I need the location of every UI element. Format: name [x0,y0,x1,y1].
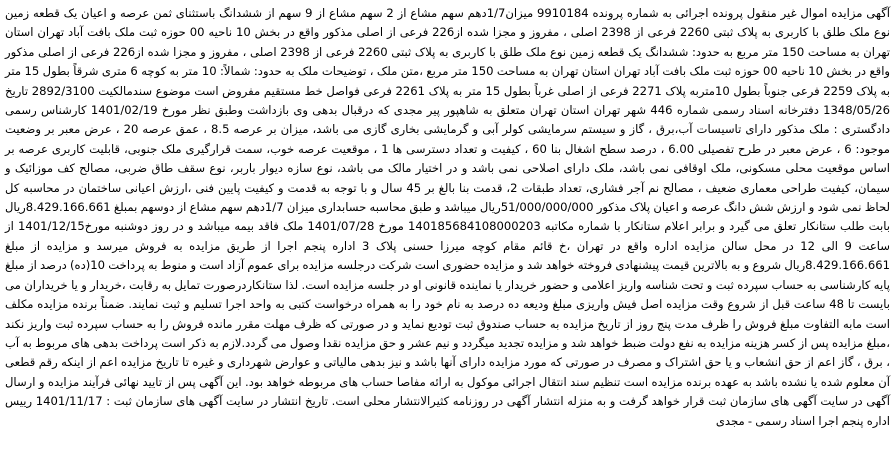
auction-notice-body: آگهی مزایده اموال غیر منقول پرونده اجرائی به شماره پرونده 9910184 میزان1/7دهم سهم مشاع از 2 سهم مشاع از 9 سهم از ششدانگ باستثنای ثمن عرصه و اعیان یک قطعه زمین نوع ملک طلق با کاربری به پلاک ثبتی 2260 فرعی از 2398 اصلی ، مفروز و مجزا شده از226 فرعی از اصلی مذکور واقع در بخش 10 ناحیه 00 حوزه ثبت ملک بافت آباد تهران استان تهران به مساحت 150 متر مربع به حدود: ششدانگ یک قطعه زمین نوع ملک طلق با کاربری به پلاک ثبتی 2260 فرعی از 2398 اصلی ، مفروز و مجزا شده از226 فرعی از اصلی مذکور واقع در بخش 10 ناحیه 00 حوزه ثبت ملک بافت آباد تهران استان تهران به مساحت 150 متر مربع ،متن ملک ، توضیحات ملک به حدود: شمالاً: 10 متر به کوچه 6 متری شرقاً بطول 15 متر به پلاک 2259 فرعی جنوباً بطول 10متربه پلاک 2271 فرعی از اصلی غرباً بطول 15 متر به پلاک 2261 فرعی فواصل خط مستقیم مفروض است موضوع سندمالکیت 2892/3100 تاریخ 1348/05/26 دفترخانه اسناد رسمی شماره 446 شهر تهران استان تهران متعلق به شاهپور پیر مجدی که درقبال بدهی وی بازداشت وطبق نظر مورخ 1401/02/19 کارشناس رسمی دادگستری : ملک مذکور دارای تاسیسات آب،برق ، گاز و سیستم سرمایشی کولر آبی و گرمایشی بخاری گازی می باشد، میزان بر عرصه 8.5 ، عمق عرصه 20 ، عرض معبر بر وضعیت موجود: 6 ، عرض معبر در طرح تفصیلی 6.00 ، درصد سطح اشغال بنا 60 ، کیفیت و تعداد دسترسی ها 1 ، موقعیت عرصه خوب، سمت قرارگیری ملک جنوبی، قابلیت کاربری عرصه بر اساس موقعیت محلی مسکونی، ملک اوقافی نمی باشد، ملک دارای اصلاحی نمی باشد و در اختیار مالک می باشد، نوع سازه دیوار باربر، نوع سقف طاق ضربی، مصالح کف موزائیک و سیمان، کیفیت طراحی معماری ضعیف ، مصالح نم آجر فشاری، تعداد طبقات 2، قدمت بنا بالغ بر 45 سال و با توجه به قدمت و کیفیت پایین فنی ،ارزش اعیانی ساختمان در محاسبه کل لحاظ نمی شود و ارزش شش دانگ عرصه و اعیان پلاک مذکور 51/000/000/000ریال میباشد و طبق محاسبه حسابداری میزان 1/7دهم سهم مشاع از دوسهم بمبلغ 8.429.166.661ریال بابت طلب ستانکار تعلق می گیرد و برابر اعلام ستانکار با شماره مکاتبه 140185684108000203 مورخ 1401/07/28 ملک فاقد بیمه میباشد و در روز دوشنبه مورخ1401/12/15 از ساعت 9 الی 12 در محل سالن مزایده اداره واقع در تهران ،خ قائم مقام کوچه میرزا حسنی پلاک 3 اداره پنجم اجرا از طریق مزایده به فروش میرسد و مزایده از مبلغ 8.429.166.661ریال شروع و به بالاترین قیمت پیشنهادی فروخته خواهد شد و مزایده حضوری است شرکت درجلسه مزایده برای عموم آزاد است و منوط به پرداخت 10(ده) درصد از مبلغ پایه کارشناسی به حساب سپرده ثبت و تحت شناسه واریز اعلامی و حضور خریدار یا نماینده قانونی او در جلسه مزایده است. لذا ستانکاردرصورت تمایل به رقابت ،خریدار و یا خریداران می بایست تا 48 ساعت قبل از شروع وقت مزایده اصل فیش واریزی مبلغ ودیعه ده درصد به نام خود را به همراه درخواست کتبی به واحد اجرا تسلیم و ثبت نمایند. ضمناً برنده مزایده مکلف است مابه التفاوت مبلغ فروش را ظرف مدت پنج روز از تاریخ مزایده به حساب صندوق ثبت تودیع نماید و در صورتی که ظرف مهلت مقرر مانده فروش را به حساب سپرده ثبت واریز نکند ،مبلغ مزایده پس از کسر هزینه مزایده به نفع دولت ضبط خواهد شد و مزایده تجدید میگردد و نیم عشر و حق مزایده نقدا وصول می گردد.لازم به ذکر است پرداخت بدهی های مربوط به آب ، برق ، گاز اعم از حق انشعاب و یا حق اشتراک و مصرف در صورتی که مورد مزایده دارای آنها باشد و نیز بدهی مالیاتی و عوارض شهرداری و غیره تا تاریخ مزایده اعم از اینکه رقم قطعی آن معلوم شده یا نشده باشد به عهده برنده مزایده است تنظیم سند انتقال اجرائی موکول به ارائه مفاصا حساب های مربوطه خواهد بود. این آگهی پس از تایید نهائی فرآیند مزایده و ارسال آگهی در سایت آگهی های سازمان ثبت قرار خواهد گرفت و به منزله انتشار آگهی در روزنامه کثیرالانتشار محلی است. تاریخ انتشار در سایت آگهی های سازمان ثبت : 1401/11/17 رییس اداره پنجم اجرا اسناد رسمی - مجدی [5,6,891,428]
